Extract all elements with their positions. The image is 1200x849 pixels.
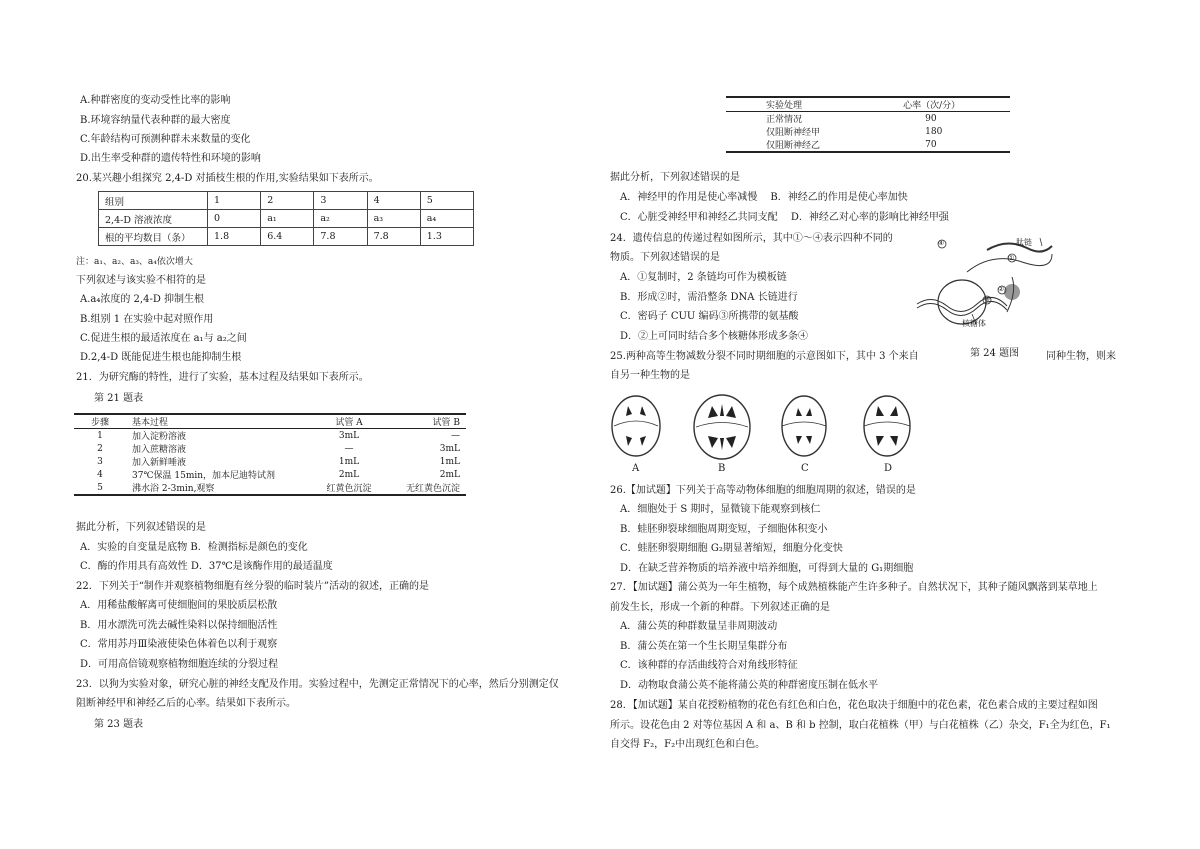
q20-stem: 20.某兴趣小组探究 2,4-D 对插枝生根的作用,实验结果如下表所示。: [76, 173, 379, 184]
q27-option-b: B．蒲公英在第一个生长期呈集群分布: [620, 641, 788, 652]
table-header-row: [726, 97, 1010, 112]
table-header: 基本过程: [126, 414, 298, 429]
q27-option-a: A．蒲公英的种群数量呈非周期波动: [620, 621, 778, 632]
meiosis-cell-c: [778, 392, 830, 460]
table-cell: 2mL: [439, 469, 460, 480]
q24-stem-line1: 24．遗传信息的传递过程如图所示，其中①～④表示四种不同的: [610, 233, 893, 244]
table-row: [74, 468, 466, 481]
table-cell: 加入蔗糖溶液: [132, 445, 187, 455]
table-cell: 3: [314, 192, 367, 210]
q24-label-3: ③: [984, 295, 991, 303]
q24-option-d: D．②上可同时结合多个核糖体形成多条④: [620, 331, 809, 342]
q22-option-c: C．常用苏丹Ⅲ染液使染色体着色以利于观察: [80, 639, 278, 650]
q20-option-a: A.a₄浓度的 2,4-D 抑制生根: [80, 294, 205, 305]
table-cell: 加入新鲜唾液: [132, 458, 187, 468]
table-cell: 5: [97, 482, 103, 493]
table-cell: a₃: [367, 210, 420, 228]
q23-ask: 据此分析，下列叙述错误的是: [610, 172, 740, 183]
q23-table: [726, 96, 1010, 153]
q25-stem-line1b: 同种生物，则来: [1046, 351, 1116, 362]
q21-option-ab: A．实验的自变量是底物 B．检测指标是颜色的变化: [80, 542, 308, 553]
table-cell: 90: [925, 113, 937, 124]
q25-stem-line1: 25.两种高等生物减数分裂不同时期细胞的示意图如下，其中 3 个来自: [610, 351, 919, 362]
q20-option-d: D.2,4-D 既能促进生根也能抑制生根: [80, 352, 242, 363]
table-row: [99, 192, 474, 210]
table-cell: 仅阻断神经乙: [766, 141, 821, 151]
q27-stem-line2: 前发生长，形成一个新的种群。下列叙述正确的是: [610, 602, 830, 613]
table-header: 试管 B: [400, 414, 466, 429]
q22-option-d: D．可用高倍镜观察植物细胞连续的分裂过程: [80, 659, 279, 670]
table-cell: 红黄色沉淀: [326, 484, 372, 494]
table-row: [74, 442, 466, 455]
q19-option-c: C.年龄结构可预测种群未来数量的变化: [80, 134, 251, 145]
q22-option-a: A．用稀盐酸解离可使细胞间的果胶质层松散: [80, 600, 278, 611]
q19-option-a: A.种群密度的变动受性比率的影响: [80, 95, 231, 106]
table-header: 试管 A: [298, 414, 400, 429]
meiosis-cell-d: [860, 392, 914, 460]
table-cell: 1mL: [338, 456, 360, 467]
table-cell: 3: [97, 456, 103, 467]
q24-label-2: ②: [998, 285, 1005, 293]
table-cell: 4: [97, 469, 103, 480]
q28-line1: 28．【加试题】某自花授粉植物的花色有红色和白色，花色取决于细胞中的花色素，花色素合成的主要过程如图: [610, 700, 1098, 711]
table-cell: 组别: [99, 192, 208, 210]
q25-stem-line2: 自另一种生物的是: [610, 370, 690, 381]
table-row: [74, 429, 466, 443]
table-row: [74, 481, 466, 495]
table-row: [726, 112, 1010, 126]
q25-label-d: D: [884, 463, 893, 474]
meiosis-cell-a: [608, 392, 664, 460]
table-cell: 3mL: [338, 430, 360, 441]
table-cell: 沸水浴 2-3min,观察: [132, 484, 215, 494]
table-cell: 1: [97, 430, 103, 441]
q21-ask: 据此分析，下列叙述错误的是: [76, 522, 206, 533]
table-cell: 3mL: [439, 443, 460, 454]
table-cell: 7.8: [314, 228, 367, 246]
table-cell: 1.8: [208, 228, 261, 246]
q25-label-a: A: [632, 463, 640, 474]
q20-option-b: B.组别 1 在实验中起对照作用: [80, 314, 214, 325]
table-row: [74, 455, 466, 468]
q26-option-a: A．细胞处于 S 期时，显微镜下能观察到核仁: [620, 504, 821, 515]
q24-label-peptide: 肽链: [1016, 238, 1032, 247]
table-cell: a₁: [261, 210, 314, 228]
q26-option-c: C．蛙胚卵裂期细胞 G₂期显著缩短，细胞分化变快: [620, 543, 843, 554]
q24-label-ribosome: 核糖体: [962, 319, 986, 328]
q21-stem: 21．为研究酶的特性，进行了实验，基本过程及结果如下表所示。: [76, 372, 369, 383]
table-row: [99, 228, 474, 246]
q21-caption: 第 21 题表: [94, 393, 144, 404]
meiosis-cell-b: [690, 392, 754, 462]
table-header-row: [74, 414, 466, 429]
q27-stem-line1: 27．【加试题】蒲公英为一年生植物，每个成熟植株能产生许多种子。自然状况下，其种子随风飘落到某草地上: [610, 582, 1098, 593]
table-cell: 仅阻断神经甲: [766, 128, 821, 138]
q24-stem-line2: 物质。下列叙述错误的是: [610, 252, 720, 263]
table-cell: 1: [208, 192, 261, 210]
q19-option-d: D.出生率受种群的遗传特性和环境的影响: [80, 153, 261, 164]
q20-note: 注：a₁、a₂、a₃、a₄依次增大: [76, 257, 193, 267]
table-cell: 2,4-D 溶液浓度: [99, 210, 208, 228]
table-cell: 4: [367, 192, 420, 210]
q20-option-c: C.促进生根的最适浓度在 a₁与 a₂之间: [80, 333, 247, 344]
table-cell: 6.4: [261, 228, 314, 246]
table-cell: 加入淀粉溶液: [132, 432, 187, 442]
table-cell: 37℃保温 15min，加本尼迪特试剂: [132, 471, 276, 481]
table-row: [99, 210, 474, 228]
table-cell: 70: [925, 139, 937, 150]
table-cell: 7.8: [367, 228, 420, 246]
table-cell: —: [451, 430, 460, 441]
q25-label-b: B: [718, 463, 726, 474]
table-cell: 正常情况: [766, 115, 803, 125]
q23-stem-line1: 23．以狗为实验对象，研究心脏的神经支配及作用。实验过程中，先测定正常情况下的心率，然后分别测定仅: [76, 679, 559, 690]
q23-option-ab: A．神经甲的作用是使心率减慢 B．神经乙的作用是使心率加快: [620, 192, 908, 203]
table-cell: 1mL: [439, 456, 460, 467]
q24-label-4: ④: [938, 239, 945, 247]
table-cell: —: [344, 443, 354, 454]
q20-table: [98, 191, 474, 246]
table-header: 步骤: [74, 414, 126, 429]
table-header: 实验处理: [726, 97, 873, 112]
table-cell: 180: [925, 126, 943, 137]
table-row: [726, 125, 1010, 138]
q23-stem-line2: 阻断神经甲和神经乙后的心率。结果如下表所示。: [76, 698, 296, 709]
q23-caption: 第 23 题表: [94, 719, 144, 730]
gene-expression-diagram: [912, 232, 1062, 332]
q27-option-c: C．该种群的存活曲线符合对角线形特征: [620, 660, 798, 671]
q26-option-d: D．在缺乏营养物质的培养液中培养细胞，可得到大量的 G₁期细胞: [620, 563, 914, 574]
q20-ask: 下列叙述与该实验不相符的是: [76, 275, 206, 286]
table-cell: 2: [261, 192, 314, 210]
q21-option-cd: C．酶的作用具有高效性 D．37℃是该酶作用的最适温度: [80, 561, 333, 572]
table-cell: 5: [420, 192, 473, 210]
table-cell: 0: [208, 210, 261, 228]
table-cell: 2mL: [338, 469, 360, 480]
q24-option-a: A．①复制时，2 条链均可作为模板链: [620, 272, 787, 283]
table-cell: 1.3: [420, 228, 473, 246]
q23-option-cd: C．心脏受神经甲和神经乙共同支配 D．神经乙对心率的影响比神经甲强: [620, 212, 949, 223]
q26-stem: 26.【加试题】下列关于高等动物体细胞的细胞周期的叙述，错误的是: [610, 485, 916, 496]
q28-line3: 自交得 F₂，F₂中出现红色和白色。: [610, 739, 766, 750]
q21-table: [74, 413, 466, 496]
table-cell: 2: [97, 443, 103, 454]
q24-option-b: B．形成②时，需沿整条 DNA 长链进行: [620, 292, 798, 303]
q24-label-1: ①: [1008, 254, 1015, 262]
q27-option-d: D．动物取食蒲公英不能将蒲公英的种群密度压制在低水平: [620, 680, 879, 691]
table-cell: 无红黄色沉淀: [406, 484, 461, 494]
table-cell: a₂: [314, 210, 367, 228]
q22-option-b: B．用水漂洗可洗去碱性染料以保持细胞活性: [80, 620, 278, 631]
table-header: 心率（次/分）: [873, 97, 1010, 112]
q28-line2: 所示。设花色由 2 对等位基因 A 和 a、B 和 b 控制，取白花植株（甲）与白花植株（乙）杂交，F₁全为红色，F₁: [610, 720, 1111, 731]
q26-option-b: B．蛙胚卵裂球细胞周期变短，子细胞体积变小: [620, 524, 828, 535]
q22-stem: 22．下列关于“制作并观察植物细胞有丝分裂的临时装片”活动的叙述，正确的是: [76, 581, 429, 592]
q24-caption: 第 24 题图: [970, 348, 1020, 359]
q24-option-c: C．密码子 CUU 编码③所携带的氨基酸: [620, 311, 799, 322]
q25-label-c: C: [801, 463, 809, 474]
q19-option-b: B.环境容纳量代表种群的最大密度: [80, 115, 231, 126]
table-row: [726, 138, 1010, 152]
table-cell: a₄: [420, 210, 473, 228]
table-cell: 根的平均数目（条）: [99, 228, 208, 246]
